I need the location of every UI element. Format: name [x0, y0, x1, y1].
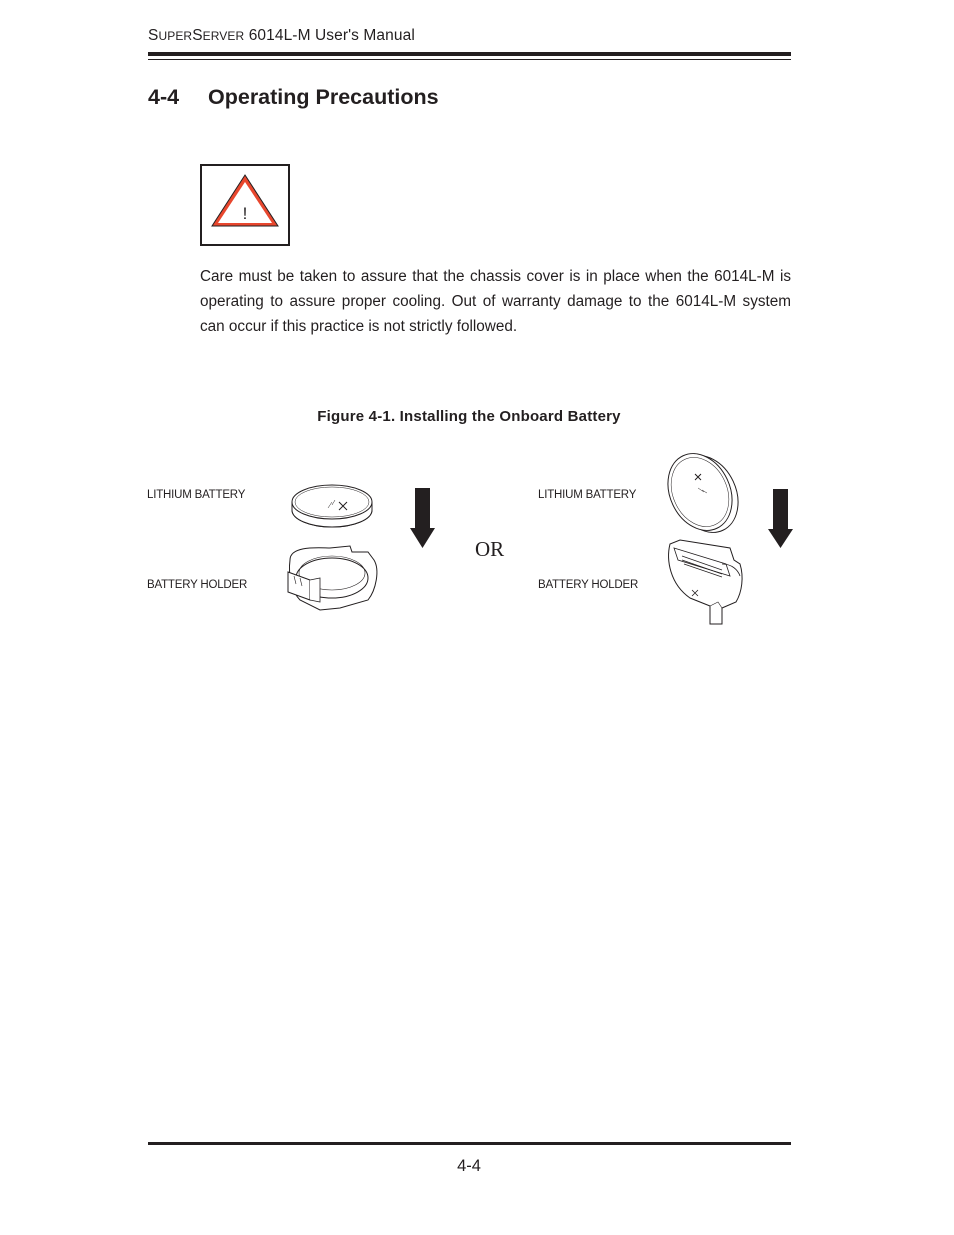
header-smallcaps-uper: UPER: [158, 29, 193, 43]
header-rule: [148, 52, 791, 56]
right-battery-label: LITHIUM BATTERY: [538, 489, 637, 501]
left-coin-battery: [292, 485, 372, 527]
section-number: 4-4: [148, 85, 180, 109]
right-coin-battery: [660, 452, 750, 543]
warning-triangle-icon: [210, 172, 280, 230]
running-header: [148, 27, 415, 45]
right-battery-illustration: [660, 452, 800, 630]
header-title-rest: 6014L-M User's Manual: [244, 27, 415, 44]
page-number: 4-4: [457, 1157, 481, 1175]
right-battery-holder: [669, 540, 742, 624]
right-holder-label: BATTERY HOLDER: [538, 579, 639, 591]
left-battery-illustration: [280, 460, 450, 620]
header-initial-s: S: [148, 27, 159, 44]
warning-box: [200, 164, 290, 246]
section-heading: Operating Precautions: [208, 85, 439, 109]
left-holder-label: BATTERY HOLDER: [147, 579, 248, 591]
header-initial-s2: S: [192, 27, 203, 44]
figure-caption: [0, 408, 954, 425]
section-title: [148, 85, 439, 110]
right-down-arrow-icon: [768, 489, 793, 548]
left-down-arrow-icon: [410, 488, 435, 548]
or-label: OR: [475, 537, 505, 561]
footer-rule: [148, 1142, 791, 1145]
left-battery-holder: [288, 546, 377, 610]
warning-glyph: !: [242, 204, 248, 223]
precaution-paragraph: Care must be taken to assure that the chassis cover is in place when the 6014L-M is operating to assure proper cooling. Out of warranty damage to the 6014L-M system can occur if this practice is not strictly followed.: [200, 268, 791, 335]
header-smallcaps-erver: ERVER: [202, 29, 245, 43]
left-battery-label: LITHIUM BATTERY: [147, 489, 246, 501]
header-rule-thin: [148, 59, 791, 60]
figure-caption-text: Figure 4-1. Installing the Onboard Battery: [317, 408, 621, 425]
